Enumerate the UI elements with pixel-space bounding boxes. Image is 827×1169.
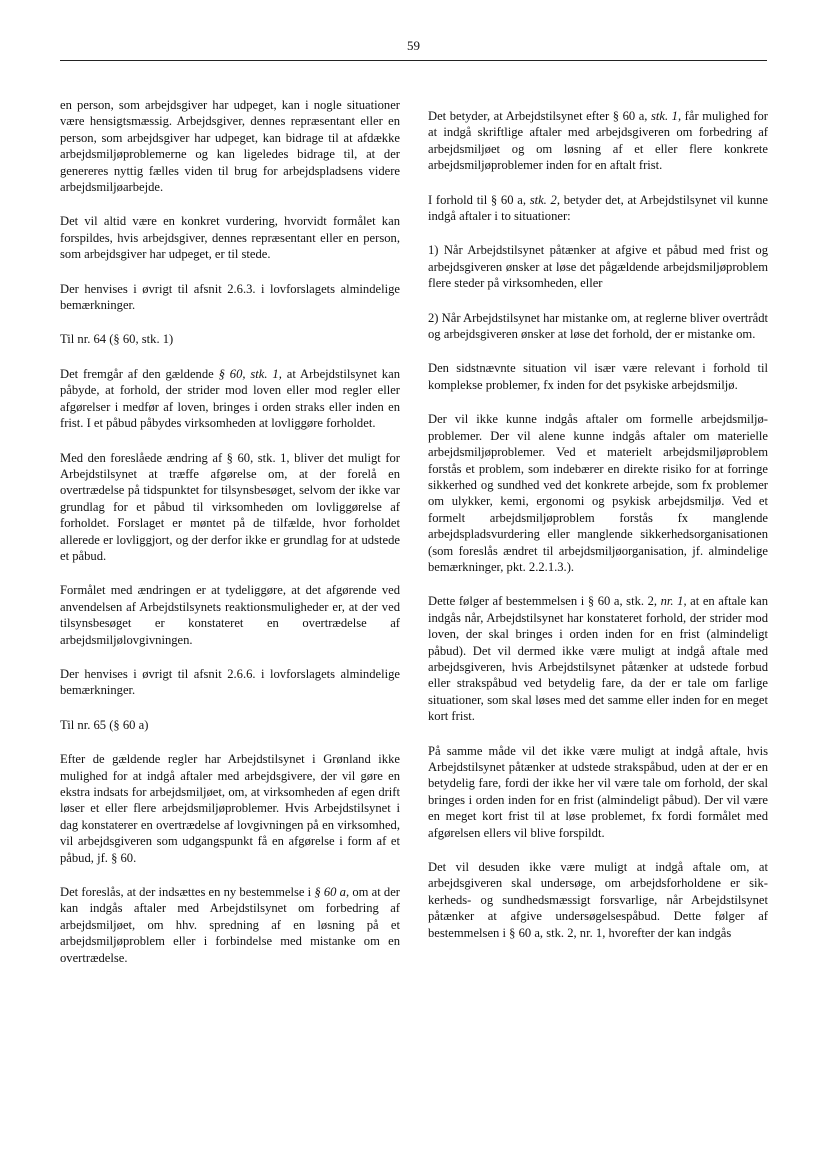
text-run: I forhold til § 60 a, xyxy=(428,192,530,207)
legal-reference: § 60 a, xyxy=(314,885,350,900)
paragraph xyxy=(428,108,768,174)
paragraph: Det vil altid være en konkret vurdering, hvorvidt formålet kan forspildes, hvis arbejdsgiver, dennes repræsentant eller en person, som arbejdsgiver har udpeget, er til stede. xyxy=(60,214,400,262)
paragraph: På samme måde vil det ikke være muligt at indgå aftale, hvis Arbejdstilsynet påtænker at udstede strakspåbud, uden at der er en betydelig fare, fordi der ikke her vil være tale om forhold, der skal bringes i orden inden for en frist (almindeligt påbud). Der vil være en meget kort frist til at løse problemet, fx fordi formålet med afgørelsen ellers vil blive forspildt. xyxy=(428,743,768,840)
list-item: 2) Når Arbejdstilsynet har mistanke om, at reglerne bliver overtrådt og arbejdsgiveren ønsker at løse det forhold, der er mistanke om. xyxy=(428,310,768,342)
paragraph: Den sidstnævnte situation vil især være relevant i forhold til komplekse problemer, fx inden for det psykiske arbejdsmiljø. xyxy=(428,361,768,392)
paragraph: Med den foreslåede ændring af § 60, stk. 1, bliver det muligt for Arbejdstilsynet at træffe afgørelse om, at der forelå en overtrædelse på tidspunktet for tilsynsbesøget, selvom der ikke var grundlag for et påbud til virksomheden om lovliggørelse af forholdet. Forslaget er møntet på de tilfælde, hvor forholdet allerede er lovliggjort, og der derfor ikke er grundlag for at udstede et påbud. xyxy=(60,450,400,563)
paragraph xyxy=(60,366,400,432)
text-run: Det betyder, at Arbejdstilsynet efter § 60 a, xyxy=(428,109,651,123)
paragraph: Det vil desuden ikke være muligt at indgå aftale om, at arbejdsgiveren skal undersøge, om arbejdsforholdene er sikkerheds- og sundhedsmæssigt forsvarlige, når Arbejdstilsynet påtænker at afgive undersøgelsespåbud. Dette følger af bestemmelsen i § 60 a, stk. 2, nr. 1, hvorefter der kan indgås xyxy=(428,860,768,940)
paragraph: Efter de gældende regler har Arbejdstilsynet i Grønland ikke mulighed for at indgå aftaler med arbejdsgivere, der vil gøre en ekstra indsats for arbejdsmiljøet, om, at virksomheden af egen drift løser et eller flere arbejdsmiljøproblemer. Hvis Arbejdstilsynet i dag konstaterer en overtrædelse af lovgivningen på en virksomhed, vil arbejdsgiveren som udgangspunkt få en afgørelse i form af et påbud, jf. § 60. xyxy=(60,752,400,865)
legal-reference: stk. 2, xyxy=(529,192,560,207)
text-run: Det foreslås, at der indsættes en ny bestemmelse i xyxy=(60,885,315,900)
text-run: Det fremgår af den gældende xyxy=(60,366,219,381)
paragraph xyxy=(428,192,768,225)
paragraph: Formålet med ændringen er at tydeliggøre, at det afgørende ved anvendelsen af Arbejdstilsynets reaktionsmuligheder er, at der ved tilsynsbesøget er konstateret en overtrædelse af arbejdsmiljølovgivningen. xyxy=(60,583,400,647)
text-run: at en aftale kan indgås når, Arbejdstilsynet har konstateret forhold, der strider mod loven, der skal bringes i orden inden for en frist (almindeligt påbud). Det vil dermed ikke være muligt at indgå aftale med arbejdsgiveren, hvis Arbejdstilsynet påtænker at udstede forbud eller strakspåbud ved betydelig fare, da der er tale om farlige situationer, som skal løses med det samme eller inden for en meget kort frist. xyxy=(428,594,769,724)
paragraph: Der henvises i øvrigt til afsnit 2.6.6. i lovforslagets almindelige bemærkninger. xyxy=(60,666,400,698)
text-run: at Arbejdstilsynet kan påbyde, at forhold, der strider mod loven eller mod regler eller afgørelser i medfør af loven, bringes i orden straks eller inden en frist. I et påbud påbydes virksomheden at lovliggøre forholdet. xyxy=(60,366,400,431)
header-rule xyxy=(60,60,767,61)
paragraph xyxy=(60,884,400,966)
left-column xyxy=(60,97,400,984)
page-number: 59 xyxy=(407,38,420,53)
text-run: betyder det, at Arbejdstilsynet vil kunne indgå aftaler i to situationer: xyxy=(428,192,769,224)
paragraph: Der vil ikke kunne indgås aftaler om formelle arbejdsmiljøproblemer. Der vil alene kunne indgås aftaler om materielle arbejdsmiljøproblemer. Ved et materielt arbejdsmiljøproblem forstås et problem, som indebærer en direkte risiko for at forringe sikkerhed og sundhed ved det konkrete arbejde, som fx problemer om ulykker, kemi, ergonomi og psykisk arbejdsmiljø. Ved et formelt arbejdsmiljøproblem forstås fx manglende arbejdspladsvurdering eller manglende sikkerhedsorganisationen (som foreslås ændret til arbejdsmiljøorganisation, jf. almindelige bemærkninger, pkt. 2.2.1.3.). xyxy=(428,412,768,574)
paragraph: Der henvises i øvrigt til afsnit 2.6.3. i lovforslagets almindelige bemærkninger. xyxy=(60,281,400,313)
paragraph xyxy=(428,593,768,724)
text-run: får mulighed for at indgå skriftlige aftaler med arbejdsgiveren om forbedring af arbejdsmiljøet og om løsning af et eller flere konkrete arbejdsmiljøproblemer inden for en aftalt frist. xyxy=(428,109,769,173)
legal-reference: stk. 1, xyxy=(651,109,682,123)
legal-reference: § 60, stk. 1, xyxy=(218,366,282,381)
paragraph: en person, som arbejdsgiver har udpeget, kan i nogle situationer være hensigtsmæssig. Arbejdsgiver, dennes repræsentant eller en person, som arbejdsgiver har udpeget, kan bidrage til at afdække arbejdsmiljøproblemerne og kan ligeledes bidrage til, at der genereres nyttig fælles viden til brug for arbejdspladsens videre arbejdsmiljøarbejde. xyxy=(60,98,400,195)
list-item: 1) Når Arbejdstilsynet påtænker at afgive et påbud med frist og arbejdsgiveren ønsker at løse det pågældende arbejdsmiljøproblem flere steder på virksomheden, eller xyxy=(428,243,768,291)
section-heading: Til nr. 64 (§ 60, stk. 1) xyxy=(60,332,174,347)
text-run: Dette følger af bestemmelsen i § 60 a, stk. 2, xyxy=(428,594,661,609)
right-column xyxy=(428,108,768,959)
section-heading: Til nr. 65 (§ 60 a) xyxy=(60,717,149,732)
text-run: om at der kan indgås aftaler med Arbejdstilsynet om forbedring af arbejdsmiljøet, om hhv. spredning af en løsning på et arbejdsmiljøproblem eller i forbindelse med mistanke om en overtrædelse. xyxy=(60,885,400,965)
legal-reference: nr. 1, xyxy=(660,594,687,609)
